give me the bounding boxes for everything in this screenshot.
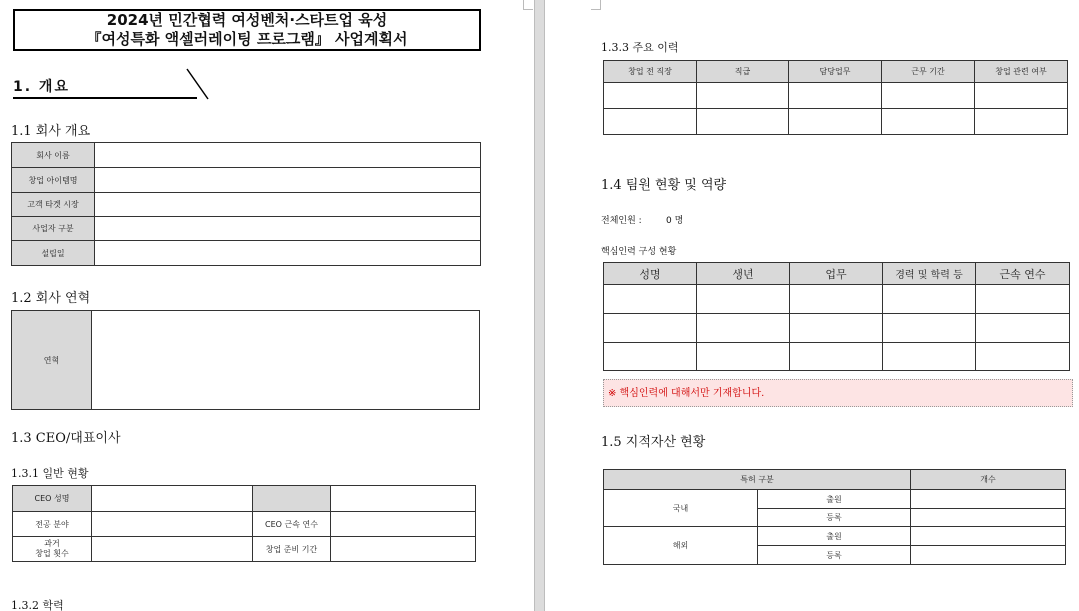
col-name: 성명 [604,263,697,285]
input-blank[interactable] [331,486,476,512]
cell-input[interactable] [789,109,882,135]
value-total-staff: 0 명 [666,216,684,226]
input-business-type[interactable] [95,217,481,241]
empty-label-cell [253,486,331,512]
cell-input[interactable] [604,285,697,314]
input-history[interactable] [92,311,480,410]
label-core-staff: 핵심인력 구성 현황 [601,247,677,257]
cell-input[interactable] [883,285,976,314]
cell-input[interactable] [604,314,697,343]
col-tenure: 근속 연수 [976,263,1070,285]
table-header-row [604,61,1068,83]
label-startup-item: 창업 아이템명 [12,168,95,193]
section-heading-overview: 1. 개요 [13,79,70,95]
input-domestic-register-count[interactable] [911,509,1066,527]
col-patent-type: 특허 구분 [604,470,911,490]
input-major[interactable] [92,512,253,537]
heading-ceo-general: 1.3.1 일반 현황 [11,467,89,480]
heading-team: 1.4 팀원 현황 및 역량 [601,178,727,193]
heading-ceo: 1.3 CEO/대표이사 [11,431,121,446]
input-past-startup-count[interactable] [92,537,253,562]
table-row [604,314,1070,343]
input-prep-period[interactable] [331,537,476,562]
table-row [604,109,1068,135]
label-past-line-2: 창업 횟수 [35,549,69,558]
heading-career: 1.3.3 주요 이력 [601,41,679,54]
cell-input[interactable] [883,343,976,371]
cell-input[interactable] [697,83,789,109]
cell-input[interactable] [882,109,975,135]
cell-input[interactable] [697,314,790,343]
col-experience: 경력 및 학력 등 [883,263,976,285]
col-birth-year: 생년 [697,263,790,285]
label-domestic-apply: 출원 [758,490,911,509]
cell-input[interactable] [604,109,697,135]
label-foreign-apply: 출원 [758,527,911,546]
cell-input[interactable] [604,83,697,109]
label-founding-date: 설립일 [12,241,95,266]
cell-input[interactable] [790,314,883,343]
heading-slash-decoration [186,68,210,102]
table-row [12,143,481,168]
label-company-name: 회사 이름 [12,143,95,168]
cell-input[interactable] [882,83,975,109]
cell-input[interactable] [975,83,1068,109]
label-foreign-register: 등록 [758,546,911,565]
table-row [604,490,1066,509]
ip-table [603,469,1066,565]
document-page-left [0,0,534,611]
label-domestic: 국내 [604,490,758,527]
heading-underline [13,97,197,99]
page-corner-mark [523,0,533,10]
input-company-name[interactable] [95,143,481,168]
table-row [12,168,481,193]
label-business-type: 사업자 구분 [12,217,95,241]
table-row [604,285,1070,314]
document-page-right [545,0,1079,611]
table-row [12,193,481,217]
table-row [13,537,476,562]
label-foreign: 해외 [604,527,758,565]
table-row [604,527,1066,546]
cell-input[interactable] [975,109,1068,135]
label-total-staff: 전체인원 : [601,216,642,226]
col-duties: 담당업무 [789,61,882,83]
input-startup-item[interactable] [95,168,481,193]
col-prev-workplace: 창업 전 직장 [604,61,697,83]
table-row [12,311,480,410]
table-header-row [604,470,1066,490]
cell-input[interactable] [976,314,1070,343]
table-row [13,486,476,512]
label-past-startup-count [13,537,92,562]
input-foreign-apply-count[interactable] [911,527,1066,546]
table-row [604,83,1068,109]
cell-input[interactable] [697,109,789,135]
page-gutter [534,0,545,611]
col-task: 업무 [790,263,883,285]
input-target-market[interactable] [95,193,481,217]
label-past-line-1: 과거 [44,539,60,548]
cell-input[interactable] [976,285,1070,314]
col-position: 직급 [697,61,789,83]
cell-input[interactable] [697,285,790,314]
title-box [13,9,481,51]
col-startup-related: 창업 관련 여부 [975,61,1068,83]
input-founding-date[interactable] [95,241,481,266]
input-foreign-register-count[interactable] [911,546,1066,565]
title-line-1: 2024년 민간협력 여성벤처·스타트업 육성 [106,11,388,29]
core-staff-table [603,262,1070,371]
cell-input[interactable] [790,285,883,314]
cell-input[interactable] [697,343,790,371]
heading-ip: 1.5 지적자산 현황 [601,435,706,450]
heading-company-history: 1.2 회사 연혁 [11,291,91,306]
input-ceo-years[interactable] [331,512,476,537]
label-target-market: 고객 타겟 시장 [12,193,95,217]
label-major: 전공 분야 [13,512,92,537]
input-ceo-name[interactable] [92,486,253,512]
label-ceo-name: CEO 성명 [13,486,92,512]
table-row [12,241,481,266]
ceo-general-table [12,485,476,562]
input-domestic-apply-count[interactable] [911,490,1066,509]
label-prep-period: 창업 준비 기간 [253,537,331,562]
company-history-table [11,310,480,410]
table-header-row [604,263,1070,285]
table-row [12,217,481,241]
company-overview-table [11,142,481,266]
core-staff-note: ※ 핵심인력에 대해서만 기재합니다. [603,379,1073,407]
title-line-2: 『여성특화 액셀러레이팅 프로그램』 사업계획서 [86,30,408,48]
cell-input[interactable] [976,343,1070,371]
col-count: 개수 [911,470,1066,490]
cell-input[interactable] [789,83,882,109]
page-corner-mark [591,0,601,10]
cell-input[interactable] [790,343,883,371]
heading-company-overview: 1.1 회사 개요 [11,124,91,139]
col-work-period: 근무 기간 [882,61,975,83]
cell-input[interactable] [604,343,697,371]
label-domestic-register: 등록 [758,509,911,527]
heading-education: 1.3.2 학력 [11,599,64,611]
table-row [604,343,1070,371]
cell-input[interactable] [883,314,976,343]
label-ceo-years: CEO 근속 연수 [253,512,331,537]
career-table [603,60,1068,135]
label-history: 연혁 [12,311,92,410]
table-row [13,512,476,537]
